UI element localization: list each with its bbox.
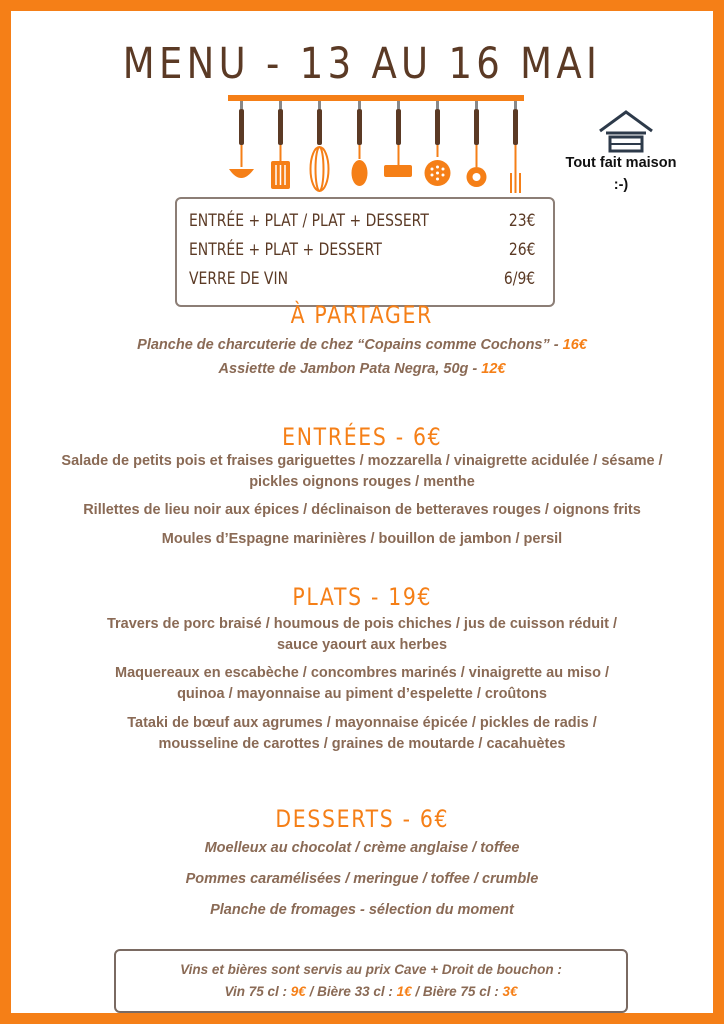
- page-title: MENU - 13 AU 16 MAI: [122, 39, 602, 89]
- menu-item: Planche de charcuterie de chez “Copains comme Cochons” - 16€: [137, 337, 587, 353]
- drinks-box: [114, 949, 628, 1013]
- formula-price: 6/9€: [503, 269, 535, 289]
- menu-item: Pommes caramélisées / meringue / toffee / crumble: [185, 871, 539, 887]
- menu-item: Maquereaux en escabèche / concombres marinés / vinaigrette au miso /: [115, 665, 609, 681]
- menu-item: Salade de petits pois et fraises gariguettes / mozzarella / vinaigrette acidulée / sésame /: [61, 453, 663, 469]
- formula-price: 23€: [508, 211, 535, 231]
- wine-price: 9€: [290, 984, 306, 999]
- menu-item: Moelleux au chocolat / crème anglaise / toffee: [204, 840, 520, 856]
- item-price: 12€: [481, 361, 506, 377]
- formula-label: ENTRÉE + PLAT / PLAT + DESSERT: [189, 211, 429, 231]
- formula-row: [189, 269, 535, 297]
- formula-label: ENTRÉE + PLAT + DESSERT: [189, 240, 382, 260]
- menu-item: Moules d’Espagne marinières / bouillon de jambon / persil: [161, 531, 563, 547]
- section-title-plats: PLATS - 19€: [292, 583, 432, 611]
- item-price: 16€: [562, 337, 587, 353]
- menu-item: sauce yaourt aux herbes: [276, 637, 448, 653]
- kitchen-utensils-icon: [216, 89, 536, 199]
- menu-item: Travers de porc braisé / houmous de pois chiches / jus de cuisson réduit /: [106, 616, 618, 632]
- menu-item: Assiette de Jambon Pata Negra, 50g - 12€: [218, 361, 506, 377]
- section-title-partager: À PARTAGER: [290, 301, 434, 329]
- menu-item: Planche de fromages - sélection du moment: [210, 902, 514, 918]
- formula-row: [189, 240, 535, 268]
- section-title-desserts: DESSERTS - 6€: [275, 805, 449, 833]
- formula-box: [175, 197, 555, 307]
- section-title-entrees: ENTRÉES - 6€: [281, 423, 443, 451]
- formula-row: [189, 211, 535, 239]
- formula-label: VERRE DE VIN: [189, 269, 289, 289]
- homemade-badge: [546, 152, 696, 196]
- menu-item: pickles oignons rouges / menthe: [249, 474, 475, 490]
- homemade-label: Tout fait maison: [565, 155, 677, 171]
- menu-item: quinoa / mayonnaise au piment d’espelette / croûtons: [177, 686, 547, 702]
- menu-item: Tataki de bœuf aux agrumes / mayonnaise épicée / pickles de radis /: [127, 715, 597, 731]
- drinks-prices: Vin 75 cl : 9€ / Bière 33 cl : 1€ / Bière 75 cl : 3€: [224, 984, 518, 999]
- beer-75-price: 3€: [502, 984, 518, 999]
- beer-33-price: 1€: [396, 984, 412, 999]
- house-icon: [596, 109, 656, 153]
- menu-item: mousseline de carottes / graines de moutarde / cacahuètes: [158, 736, 566, 752]
- drinks-intro: Vins et bières sont servis au prix Cave + Droit de bouchon :: [180, 962, 562, 977]
- homemade-smiley: :-): [613, 177, 629, 193]
- menu-item: Rillettes de lieu noir aux épices / déclinaison de betteraves rouges / oignons frits: [83, 502, 641, 518]
- formula-price: 26€: [508, 240, 535, 260]
